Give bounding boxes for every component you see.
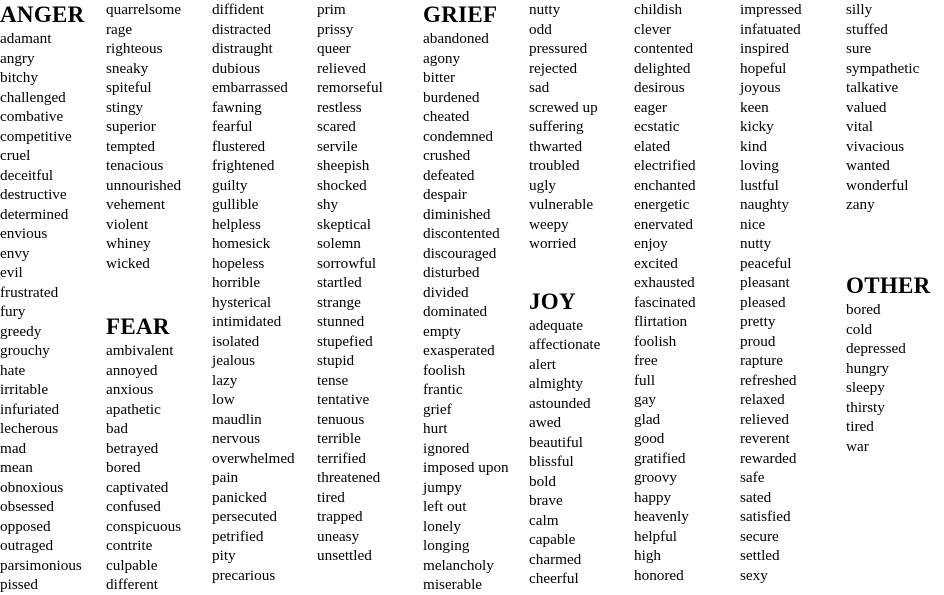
emotion-word: tired bbox=[317, 488, 345, 506]
emotion-word: heavenly bbox=[634, 508, 689, 525]
emotion-word: childish bbox=[634, 1, 683, 18]
emotion-word: reverent bbox=[740, 430, 790, 447]
emotion-word: queer bbox=[317, 40, 351, 57]
emotion-word: fawning bbox=[212, 98, 262, 116]
emotion-word: different bbox=[106, 576, 159, 593]
emotion-word: relaxed bbox=[740, 391, 785, 408]
emotion-word: tenacious bbox=[106, 157, 164, 174]
emotion-word: fearful bbox=[212, 118, 253, 135]
emotion-word: rage bbox=[106, 20, 133, 38]
emotion-word: foolish bbox=[634, 332, 677, 350]
emotion-word: diffident bbox=[212, 1, 265, 18]
emotion-word: suffering bbox=[529, 118, 584, 135]
column-6 bbox=[529, 0, 634, 589]
spacer bbox=[846, 215, 944, 272]
emotion-word: left out bbox=[423, 498, 467, 515]
column-5 bbox=[423, 0, 528, 595]
emotion-word: bored bbox=[846, 301, 881, 319]
emotion-word: peaceful bbox=[740, 254, 792, 272]
emotion-word: discouraged bbox=[423, 244, 497, 262]
emotion-word: honored bbox=[634, 566, 684, 584]
emotion-word: awed bbox=[529, 414, 562, 432]
emotion-word: mad bbox=[0, 439, 27, 457]
emotion-word: contrite bbox=[106, 537, 153, 554]
emotion-word: nutty bbox=[529, 1, 561, 18]
emotion-word: tempted bbox=[106, 137, 155, 155]
emotion-word: safe bbox=[740, 469, 765, 486]
emotion-word: mean bbox=[0, 459, 33, 476]
category-heading-joy: JOY bbox=[529, 288, 576, 314]
emotion-word: diminished bbox=[423, 205, 491, 223]
emotion-word: tired bbox=[846, 418, 874, 436]
emotion-word: superior bbox=[106, 118, 156, 135]
emotion-word: longing bbox=[423, 537, 470, 554]
column-3 bbox=[212, 0, 317, 585]
emotion-word: obnoxious bbox=[0, 478, 64, 496]
emotion-word: pretty bbox=[740, 313, 776, 330]
emotion-word: wicked bbox=[106, 254, 150, 272]
emotion-word: vivacious bbox=[846, 137, 905, 155]
emotion-word: cheated bbox=[423, 108, 470, 125]
column-8 bbox=[740, 0, 845, 585]
emotion-word: envious bbox=[0, 225, 48, 242]
emotion-word: greedy bbox=[0, 322, 42, 340]
emotion-word: cheerful bbox=[529, 570, 579, 588]
emotion-word: helpful bbox=[634, 527, 678, 545]
emotion-word: evil bbox=[0, 264, 23, 281]
emotion-word: annoyed bbox=[106, 361, 158, 379]
emotion-word: maudlin bbox=[212, 410, 262, 428]
emotion-word: energetic bbox=[634, 196, 690, 213]
emotion-word: prim bbox=[317, 1, 346, 18]
emotion-word: culpable bbox=[106, 556, 158, 574]
emotion-word: enervated bbox=[634, 215, 694, 233]
emotion-word: vehement bbox=[106, 196, 166, 213]
emotion-word: groovy bbox=[634, 469, 678, 486]
emotion-word: depressed bbox=[846, 340, 906, 358]
emotion-word: odd bbox=[529, 20, 552, 38]
emotion-word: enchanted bbox=[634, 176, 696, 194]
emotion-word: intimidated bbox=[212, 313, 282, 330]
emotion-word: gay bbox=[634, 391, 656, 408]
emotion-word: free bbox=[634, 352, 658, 369]
emotion-word: sexy bbox=[740, 566, 768, 584]
emotion-word: parsimonious bbox=[0, 556, 82, 574]
emotion-word: sleepy bbox=[846, 379, 885, 397]
emotion-word: almighty bbox=[529, 375, 583, 393]
column-1 bbox=[0, 0, 105, 595]
emotion-word: clever bbox=[634, 20, 672, 38]
emotion-word: apathetic bbox=[106, 400, 161, 418]
emotion-word: uneasy bbox=[317, 527, 360, 545]
emotion-word: terrified bbox=[317, 449, 366, 467]
emotion-word: prissy bbox=[317, 20, 354, 38]
emotion-word: relieved bbox=[317, 59, 366, 77]
emotion-word: stupid bbox=[317, 352, 355, 369]
emotion-word: threatened bbox=[317, 469, 381, 486]
emotion-word: scared bbox=[317, 118, 356, 135]
emotion-word: relieved bbox=[740, 410, 789, 428]
category-heading-grief: GRIEF bbox=[423, 2, 498, 27]
emotion-word: betrayed bbox=[106, 439, 159, 457]
emotion-word: empty bbox=[423, 322, 461, 340]
emotion-word: foolish bbox=[423, 361, 466, 379]
emotion-word: persecuted bbox=[212, 508, 277, 525]
emotion-word: beautiful bbox=[529, 433, 583, 451]
emotion-word: nutty bbox=[740, 235, 772, 252]
emotion-word: discontented bbox=[423, 225, 500, 242]
emotion-word: divided bbox=[423, 283, 469, 301]
spacer bbox=[529, 254, 634, 287]
emotion-word: strange bbox=[317, 293, 361, 311]
emotion-word: precarious bbox=[212, 566, 276, 584]
emotion-word: sneaky bbox=[106, 59, 149, 77]
emotion-word: ecstatic bbox=[634, 118, 680, 135]
emotion-word: cold bbox=[846, 320, 873, 338]
emotion-word: sure bbox=[846, 40, 872, 57]
emotion-word: overwhelmed bbox=[212, 449, 295, 467]
emotion-word: lustful bbox=[740, 176, 779, 194]
emotion-word: frustrated bbox=[0, 283, 59, 301]
emotion-word: nice bbox=[740, 215, 766, 233]
emotion-word: helpless bbox=[212, 215, 261, 233]
emotion-word: petrified bbox=[212, 527, 264, 545]
emotion-word: combative bbox=[0, 108, 64, 125]
emotion-word: capable bbox=[529, 531, 576, 549]
emotion-word: terrible bbox=[317, 430, 361, 447]
emotion-word: abandoned bbox=[423, 30, 489, 47]
emotion-word: destructive bbox=[0, 186, 67, 203]
emotion-word: deceitful bbox=[0, 166, 54, 184]
emotion-word: refreshed bbox=[740, 371, 797, 389]
emotion-word: blissful bbox=[529, 453, 574, 471]
emotion-word: screwed up bbox=[529, 98, 598, 116]
emotion-word: pressured bbox=[529, 40, 588, 57]
emotion-word: desirous bbox=[634, 79, 685, 96]
emotion-word: bitter bbox=[423, 69, 456, 86]
emotion-word: high bbox=[634, 547, 662, 564]
emotion-word: kind bbox=[740, 137, 768, 155]
emotion-word: inspired bbox=[740, 40, 789, 57]
emotion-word: miserable bbox=[423, 576, 483, 593]
emotion-word: eager bbox=[634, 98, 667, 116]
emotion-word: settled bbox=[740, 547, 780, 564]
emotion-word: bold bbox=[529, 472, 557, 490]
emotion-word: enjoy bbox=[634, 235, 668, 252]
emotion-word: unnourished bbox=[106, 176, 182, 194]
emotion-word: naughty bbox=[740, 196, 789, 213]
emotion-word: defeated bbox=[423, 166, 475, 184]
emotion-word: hysterical bbox=[212, 293, 272, 311]
emotion-word: stupefied bbox=[317, 332, 373, 350]
emotion-word: unsettled bbox=[317, 547, 372, 564]
emotion-word: panicked bbox=[212, 488, 267, 506]
emotion-word: worried bbox=[529, 235, 577, 252]
emotion-word: exasperated bbox=[423, 342, 495, 359]
emotion-word: happy bbox=[634, 488, 672, 506]
emotion-word: dominated bbox=[423, 303, 488, 320]
emotion-word: lonely bbox=[423, 517, 461, 535]
emotion-word: charmed bbox=[529, 550, 582, 568]
emotion-word: sympathetic bbox=[846, 59, 920, 77]
emotion-word: determined bbox=[0, 205, 69, 223]
emotion-word: contented bbox=[634, 40, 694, 57]
emotion-word: impressed bbox=[740, 1, 802, 18]
emotion-word: lecherous bbox=[0, 420, 59, 437]
emotion-word: ignored bbox=[423, 439, 470, 457]
emotion-word: obsessed bbox=[0, 498, 54, 515]
emotion-word: servile bbox=[317, 137, 358, 155]
emotion-word: lazy bbox=[212, 371, 238, 389]
emotion-word: frantic bbox=[423, 381, 463, 398]
emotion-word: competitive bbox=[0, 127, 72, 145]
emotion-word: keen bbox=[740, 98, 769, 116]
emotion-word: thirsty bbox=[846, 398, 885, 416]
emotion-word: alert bbox=[529, 355, 556, 373]
emotion-word: wonderful bbox=[846, 176, 909, 194]
emotion-word: startled bbox=[317, 274, 362, 291]
emotion-word: hopeful bbox=[740, 59, 787, 77]
emotion-word: solemn bbox=[317, 235, 361, 252]
emotion-word: exhausted bbox=[634, 274, 695, 291]
column-7 bbox=[634, 0, 739, 585]
emotion-word: sheepish bbox=[317, 157, 370, 174]
emotion-word: grief bbox=[423, 400, 452, 418]
emotion-word: opposed bbox=[0, 517, 51, 535]
emotion-word: crushed bbox=[423, 147, 471, 164]
emotion-word: sated bbox=[740, 488, 772, 506]
emotion-word: talkative bbox=[846, 79, 899, 96]
emotion-word: despair bbox=[423, 186, 467, 203]
emotion-word: tentative bbox=[317, 391, 370, 408]
column-9 bbox=[846, 0, 944, 456]
category-heading-anger: ANGER bbox=[0, 2, 85, 27]
category-heading-fear: FEAR bbox=[106, 314, 170, 339]
emotion-word: quarrelsome bbox=[106, 1, 182, 18]
emotion-word: conspicuous bbox=[106, 517, 182, 535]
emotion-word: flustered bbox=[212, 137, 266, 155]
emotion-word: brave bbox=[529, 492, 563, 510]
spacer bbox=[106, 273, 211, 312]
emotion-word: trapped bbox=[317, 508, 363, 525]
column-4 bbox=[317, 0, 422, 566]
emotion-word: envy bbox=[0, 244, 30, 262]
emotion-word: bad bbox=[106, 420, 128, 437]
emotion-word: troubled bbox=[529, 157, 580, 174]
emotion-word: isolated bbox=[212, 332, 260, 350]
emotion-word: distracted bbox=[212, 20, 272, 38]
emotion-word: restless bbox=[317, 98, 362, 116]
emotion-word: imposed upon bbox=[423, 459, 509, 476]
emotion-word: shy bbox=[317, 196, 339, 213]
emotion-word: vital bbox=[846, 118, 873, 135]
emotion-word: distraught bbox=[212, 40, 273, 57]
emotion-word: disturbed bbox=[423, 264, 480, 281]
emotion-word: stunned bbox=[317, 313, 365, 330]
emotion-word: captivated bbox=[106, 478, 169, 496]
emotion-word: cruel bbox=[0, 147, 31, 164]
emotion-word: silly bbox=[846, 1, 873, 18]
emotion-word: angry bbox=[0, 49, 35, 67]
emotion-word: rewarded bbox=[740, 449, 797, 467]
emotion-word: excited bbox=[634, 254, 678, 272]
emotion-word: spiteful bbox=[106, 79, 152, 96]
emotion-word: violent bbox=[106, 215, 149, 233]
emotion-word: vulnerable bbox=[529, 196, 594, 213]
emotion-word: hate bbox=[0, 361, 26, 379]
emotion-word: ugly bbox=[529, 176, 557, 194]
emotion-word: stuffed bbox=[846, 20, 888, 38]
emotion-word: full bbox=[634, 371, 656, 389]
emotion-word: affectionate bbox=[529, 336, 601, 354]
emotion-word: frightened bbox=[212, 157, 275, 174]
emotion-word: kicky bbox=[740, 118, 774, 135]
emotion-word: pain bbox=[212, 469, 239, 486]
emotion-word: satisfied bbox=[740, 508, 791, 525]
emotion-word: hurt bbox=[423, 420, 448, 437]
emotion-word: bored bbox=[106, 459, 141, 476]
emotion-word: rejected bbox=[529, 59, 578, 77]
emotion-word: pissed bbox=[0, 576, 38, 593]
emotion-word: condemned bbox=[423, 127, 494, 145]
emotion-word: pleased bbox=[740, 293, 786, 311]
emotion-word: fascinated bbox=[634, 293, 696, 311]
emotion-word: calm bbox=[529, 511, 559, 529]
emotion-word: infuriated bbox=[0, 400, 60, 418]
emotion-word: anxious bbox=[106, 381, 154, 398]
emotion-word: fury bbox=[0, 303, 26, 320]
emotion-word: adamant bbox=[0, 30, 52, 47]
emotion-word: melancholy bbox=[423, 556, 494, 574]
emotion-word: stingy bbox=[106, 98, 144, 116]
column-2 bbox=[106, 0, 211, 595]
emotion-word: electrified bbox=[634, 157, 696, 174]
emotion-word: skeptical bbox=[317, 215, 371, 233]
emotion-word: loving bbox=[740, 157, 779, 174]
emotion-word: astounded bbox=[529, 394, 591, 412]
emotion-word: righteous bbox=[106, 40, 163, 57]
emotion-word: tenuous bbox=[317, 410, 365, 428]
emotion-word: infatuated bbox=[740, 20, 801, 38]
emotion-word: dubious bbox=[212, 59, 261, 77]
emotion-word: wanted bbox=[846, 157, 890, 174]
emotion-word: irritable bbox=[0, 381, 49, 398]
emotion-word: tense bbox=[317, 371, 349, 389]
category-heading-other: OTHER bbox=[846, 273, 931, 299]
emotion-word: sorrowful bbox=[317, 254, 377, 272]
emotion-word: hopeless bbox=[212, 254, 265, 272]
emotion-word: whiney bbox=[106, 235, 151, 252]
emotion-word: embarrassed bbox=[212, 79, 288, 96]
emotion-word: hungry bbox=[846, 359, 890, 377]
emotion-word: secure bbox=[740, 527, 779, 545]
emotion-word: delighted bbox=[634, 59, 691, 77]
emotion-word: confused bbox=[106, 498, 161, 515]
emotion-word: bitchy bbox=[0, 69, 38, 86]
emotion-word: joyous bbox=[740, 79, 781, 96]
emotion-word: rapture bbox=[740, 352, 784, 369]
emotion-word: horrible bbox=[212, 274, 261, 291]
emotion-word: agony bbox=[423, 49, 461, 67]
emotion-word: remorseful bbox=[317, 79, 383, 96]
emotion-word: sad bbox=[529, 79, 550, 96]
emotion-word: pity bbox=[212, 547, 236, 564]
emotion-word: nervous bbox=[212, 430, 261, 447]
emotion-word: flirtation bbox=[634, 313, 688, 330]
emotion-word: war bbox=[846, 437, 869, 455]
emotion-word: jumpy bbox=[423, 478, 462, 496]
emotion-word: weepy bbox=[529, 215, 569, 233]
emotion-word: burdened bbox=[423, 88, 480, 106]
emotion-word: glad bbox=[634, 410, 661, 428]
emotion-word: outraged bbox=[0, 537, 54, 554]
emotion-word: gratified bbox=[634, 449, 686, 467]
emotion-word: low bbox=[212, 391, 235, 408]
emotion-word: jealous bbox=[212, 352, 256, 369]
emotion-word: good bbox=[634, 430, 665, 447]
emotion-word: adequate bbox=[529, 316, 583, 334]
emotion-word: valued bbox=[846, 98, 887, 116]
emotion-word: guilty bbox=[212, 176, 248, 194]
emotion-word: grouchy bbox=[0, 342, 50, 359]
emotion-word: homesick bbox=[212, 235, 271, 252]
emotion-word: ambivalent bbox=[106, 342, 174, 359]
emotion-word: proud bbox=[740, 332, 776, 350]
emotion-word: shocked bbox=[317, 176, 367, 194]
emotion-word: thwarted bbox=[529, 137, 583, 155]
emotion-word: zany bbox=[846, 196, 875, 213]
emotion-word: challenged bbox=[0, 88, 66, 106]
emotion-word: pleasant bbox=[740, 274, 790, 291]
emotion-word: gullible bbox=[212, 196, 259, 213]
emotion-word: elated bbox=[634, 137, 671, 155]
